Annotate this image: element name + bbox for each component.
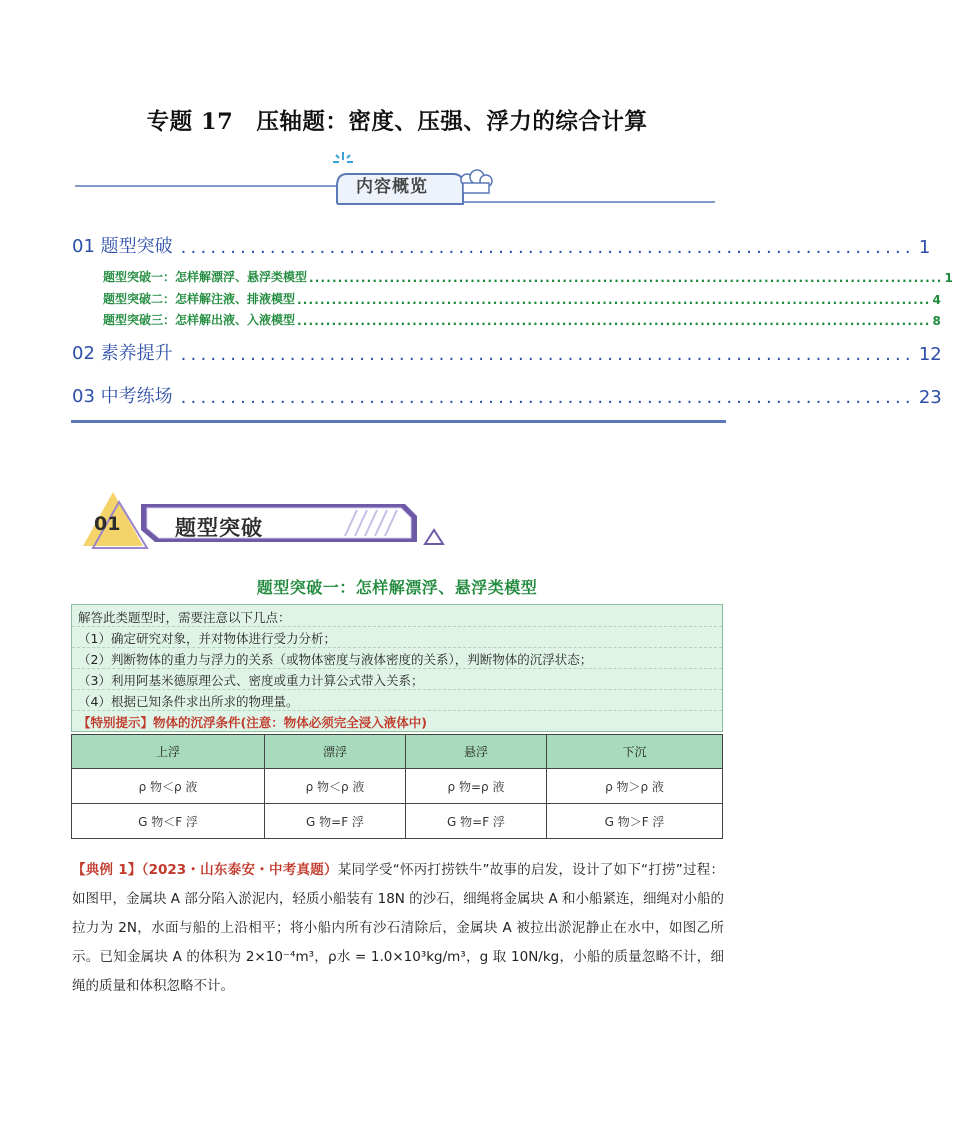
note-line: 解答此类题型时，需要注意以下几点： [78, 610, 291, 625]
table-cell: G 物=F 浮 [406, 804, 547, 839]
toc-subentry-2[interactable] [103, 290, 941, 307]
table-cell: ρ 物＞ρ 液 [547, 769, 723, 804]
column-header: 悬浮 [406, 735, 547, 769]
note-divider [72, 626, 722, 627]
toc-entry-title: 03 中考练场 [72, 386, 173, 407]
toc-page-number: 8 [932, 314, 941, 328]
section-title: 题型突破 [175, 516, 263, 540]
table-cell: ρ 物＜ρ 液 [265, 769, 406, 804]
note-divider [72, 710, 722, 711]
column-header: 下沉 [547, 735, 723, 769]
toc-entry-03[interactable] [72, 382, 942, 408]
toc-page-number: 4 [932, 293, 941, 307]
toc-leader: .......................................................................... [180, 387, 915, 408]
toc-leader: .............................................................................................................. [297, 293, 931, 307]
example-tag: 【典例 1】（2023・山东泰安・中考真题） [72, 862, 338, 878]
toc-subentry-3[interactable] [103, 311, 941, 328]
section-banner [75, 488, 455, 552]
toc-subentry-1[interactable] [103, 268, 953, 285]
toc-leader: .......................................................................... [180, 237, 915, 258]
table-row [72, 804, 723, 839]
note-line: （4）根据已知条件求出所求的物理量。 [78, 694, 299, 709]
toc-leader: .......................................................................... [180, 344, 915, 365]
table-cell: G 物=F 浮 [265, 804, 406, 839]
table-cell: ρ 物=ρ 液 [406, 769, 547, 804]
example-text: 某同学受“怀丙打捞铁牛”故事的启发，设计了如下“打捞”过程：如图甲，金属块 A 部分陷入淤泥内，轻质小船装有 18N 的沙石，细绳将金属块 A 和小船紧连，细绳对小船的拉力为 2N，水面与船的上沿相平；将小船内所有沙石清除后，金属块 A 被拉出淤泥静止在水中，如图乙所示。已知金属块 A 的体积为 2×10⁻⁴m³，ρ水 = 1.0×10³kg/m³，g 取 10N/kg，小船的质量忽略不计，细绳的质量和体积忽略不计。 [72, 862, 724, 994]
toc-divider [71, 420, 726, 423]
column-header: 上浮 [72, 735, 265, 769]
toc-leader: .............................................................................................................. [297, 314, 931, 328]
note-line: （3）利用阿基米德原理公式、密度或重力计算公式带入关系； [78, 673, 424, 688]
column-header: 漂浮 [265, 735, 406, 769]
table-cell: G 物＞F 浮 [547, 804, 723, 839]
toc-page-number: 12 [918, 344, 942, 365]
chef-hat-icon [461, 170, 492, 193]
toc-leader: .............................................................................................................. [309, 271, 943, 285]
section-number: 01 [94, 513, 121, 535]
page-title: 专题 17 压轴题：密度、压强、浮力的综合计算 [146, 109, 648, 135]
special-tip: 【特别提示】物体的沉浮条件(注意：物体必须完全浸入液体中) [78, 715, 427, 730]
toc-page-number: 1 [944, 271, 953, 285]
sparkle-icon [333, 152, 353, 162]
subsection-title: 题型突破一：怎样解漂浮、悬浮类模型 [256, 578, 538, 597]
toc-entry-01[interactable] [72, 232, 931, 258]
toc-entry-02[interactable] [72, 339, 942, 365]
note-divider [72, 689, 722, 690]
toc-entry-title: 题型突破三：怎样解出液、入液模型 [103, 313, 296, 327]
table-header-row [72, 735, 723, 769]
toc-entry-title: 01 题型突破 [72, 236, 173, 257]
note-line: （1）确定研究对象，并对物体进行受力分析； [78, 631, 336, 646]
toc-entry-title: 题型突破二：怎样解注液、排液模型 [103, 292, 296, 306]
table-cell: G 物＜F 浮 [72, 804, 265, 839]
toc-entry-title: 题型突破一：怎样解漂浮、悬浮类模型 [103, 270, 308, 284]
overview-label: 内容概览 [356, 177, 428, 197]
example-paragraph [72, 856, 724, 1001]
note-divider [72, 668, 722, 669]
toc-entry-title: 02 素养提升 [72, 343, 173, 364]
toc-page-number: 1 [918, 237, 931, 258]
float-sink-conditions-table [71, 734, 723, 839]
table-cell: ρ 物＜ρ 液 [72, 769, 265, 804]
note-line: （2）判断物体的重力与浮力的关系（或物体密度与液体密度的关系），判断物体的沉浮状态； [78, 652, 593, 667]
note-box [71, 604, 723, 732]
toc-page-number: 23 [918, 387, 942, 408]
note-divider [72, 647, 722, 648]
table-row [72, 769, 723, 804]
